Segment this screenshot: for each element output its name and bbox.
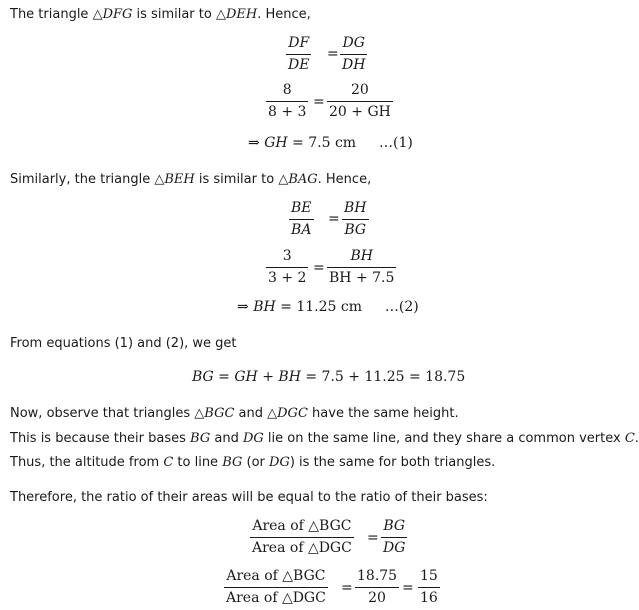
math-var: C bbox=[624, 431, 635, 446]
denominator: DG bbox=[383, 540, 406, 556]
equals-sign: = bbox=[327, 46, 339, 62]
text-run: ) is the same for both triangles. bbox=[289, 455, 496, 470]
denominator: DE bbox=[288, 57, 310, 73]
math-var: BG bbox=[192, 369, 214, 385]
text-run: Thus, the altitude from bbox=[10, 455, 164, 470]
fraction-bg-dg bbox=[381, 518, 407, 557]
triangle-symbol: △ bbox=[215, 7, 226, 22]
numerator: BE bbox=[291, 200, 312, 216]
text-run: have the same height. bbox=[307, 406, 459, 421]
intro-sentence-2 bbox=[10, 172, 371, 188]
implies-arrow: ⇒ bbox=[248, 135, 260, 151]
text-run: This is because their bases bbox=[10, 431, 191, 446]
value: 7.5 cm bbox=[308, 135, 357, 151]
triangle-symbol: △ bbox=[154, 172, 165, 187]
triangle-symbol: △ bbox=[92, 7, 103, 22]
equals-sign: = bbox=[280, 299, 292, 315]
text-run: (or bbox=[242, 455, 270, 470]
numerator: 3 bbox=[282, 248, 292, 264]
math-var: GH bbox=[264, 135, 288, 151]
equation-bg-sum bbox=[192, 369, 465, 385]
math-var: △DGC bbox=[267, 406, 308, 421]
denominator: Area of △DGC bbox=[226, 590, 326, 606]
text-run: . Hence, bbox=[317, 172, 372, 187]
equals-sign: = bbox=[341, 580, 353, 596]
math-var: DEH bbox=[225, 7, 258, 22]
math-var: DG bbox=[242, 431, 264, 446]
altitude-sentence bbox=[10, 455, 495, 471]
math-var: △BGC bbox=[194, 406, 235, 421]
numeric-result: = 7.5 + 11.25 = 18.75 bbox=[300, 369, 466, 385]
text-run: and bbox=[234, 406, 268, 421]
denominator: Area of △DGC bbox=[252, 540, 352, 556]
math-var: BEH bbox=[164, 172, 195, 187]
fraction-be-ba bbox=[289, 200, 314, 239]
text-run: to line bbox=[173, 455, 223, 470]
triangle-symbol: △ bbox=[278, 172, 289, 187]
operator: + bbox=[257, 369, 279, 385]
fraction-bh-bg bbox=[342, 200, 369, 239]
fraction-area-bgc-dgc-2 bbox=[224, 568, 328, 607]
fraction-bh-over-bhplus75 bbox=[327, 248, 396, 287]
numerator: BH bbox=[344, 200, 367, 216]
from-equations-text: From equations (1) and (2), we get bbox=[10, 336, 237, 351]
numerator: 8 bbox=[282, 82, 292, 98]
equals-sign: = bbox=[328, 211, 340, 227]
math-var: DG bbox=[269, 455, 290, 470]
ratio-sentence: Therefore, the ratio of their areas will be equal to the ratio of their bases: bbox=[10, 490, 488, 505]
text-run: . Hence, bbox=[257, 7, 311, 22]
text-run: and bbox=[210, 431, 243, 446]
equals-sign: = bbox=[313, 260, 325, 276]
equals-sign: = bbox=[402, 580, 414, 596]
text-run: is similar to bbox=[132, 7, 216, 22]
fraction-8-over-8plus3 bbox=[266, 82, 308, 121]
math-var: BG bbox=[190, 431, 211, 446]
numerator: 18.75 bbox=[357, 568, 398, 584]
text-run: is similar to bbox=[194, 172, 279, 187]
text-run: Now, observe that triangles bbox=[10, 406, 195, 421]
denominator: DH bbox=[342, 57, 366, 73]
equals-sign: = bbox=[313, 94, 325, 110]
math-var: BG bbox=[222, 455, 243, 470]
denominator: BG bbox=[344, 222, 367, 238]
math-var: DFG bbox=[102, 7, 133, 22]
numerator: Area of △BGC bbox=[226, 568, 326, 584]
operator: = bbox=[213, 369, 235, 385]
bases-sentence bbox=[10, 431, 639, 447]
denominator-text: 20 + GH bbox=[329, 104, 391, 120]
denominator: 3 + 2 bbox=[268, 270, 307, 286]
result-gh bbox=[248, 135, 413, 151]
result-bh bbox=[237, 299, 419, 315]
math-var: GH bbox=[234, 369, 258, 385]
equals-sign: = bbox=[292, 135, 304, 151]
intro-sentence-1 bbox=[10, 7, 311, 23]
numerator: 20 bbox=[351, 82, 369, 98]
text-run: . bbox=[634, 431, 639, 446]
numerator: 15 bbox=[420, 568, 438, 584]
ellipsis: … bbox=[378, 135, 393, 151]
numerator: Area of △BGC bbox=[252, 518, 352, 534]
numerator: DG bbox=[342, 35, 365, 51]
fraction-dg-dh bbox=[340, 35, 367, 74]
fraction-df-de bbox=[286, 35, 311, 74]
denominator: BA bbox=[291, 222, 312, 238]
numerator: BG bbox=[383, 518, 406, 534]
equation-ref: (2) bbox=[398, 299, 419, 315]
fraction-1875-over-20 bbox=[355, 568, 399, 607]
denominator: 16 bbox=[420, 590, 438, 606]
ellipsis: … bbox=[384, 299, 399, 315]
same-height-sentence bbox=[10, 406, 459, 422]
denominator: 8 + 3 bbox=[268, 104, 307, 120]
fraction-3-over-3plus2 bbox=[266, 248, 308, 287]
math-var: BAG bbox=[288, 172, 318, 187]
text-run: The triangle bbox=[10, 7, 93, 22]
equals-sign: = bbox=[367, 530, 379, 546]
numerator: DF bbox=[288, 35, 310, 51]
fraction-20-over-20plusgh bbox=[327, 82, 393, 121]
fraction-15-over-16 bbox=[418, 568, 440, 607]
math-var: C bbox=[163, 455, 174, 470]
value: 11.25 cm bbox=[296, 299, 362, 315]
numerator: BH bbox=[350, 248, 373, 264]
implies-arrow: ⇒ bbox=[237, 299, 249, 315]
math-var: BH bbox=[253, 299, 276, 315]
fraction-area-bgc-dgc bbox=[250, 518, 354, 557]
text-run: lie on the same line, and they share a common vertex bbox=[263, 431, 625, 446]
math-var: BH bbox=[278, 369, 301, 385]
denominator: BH + 7.5 bbox=[329, 270, 395, 286]
equation-ref: (1) bbox=[392, 135, 413, 151]
text-run: Similarly, the triangle bbox=[10, 172, 155, 187]
denominator: 20 bbox=[368, 590, 386, 606]
denominator bbox=[327, 102, 393, 121]
